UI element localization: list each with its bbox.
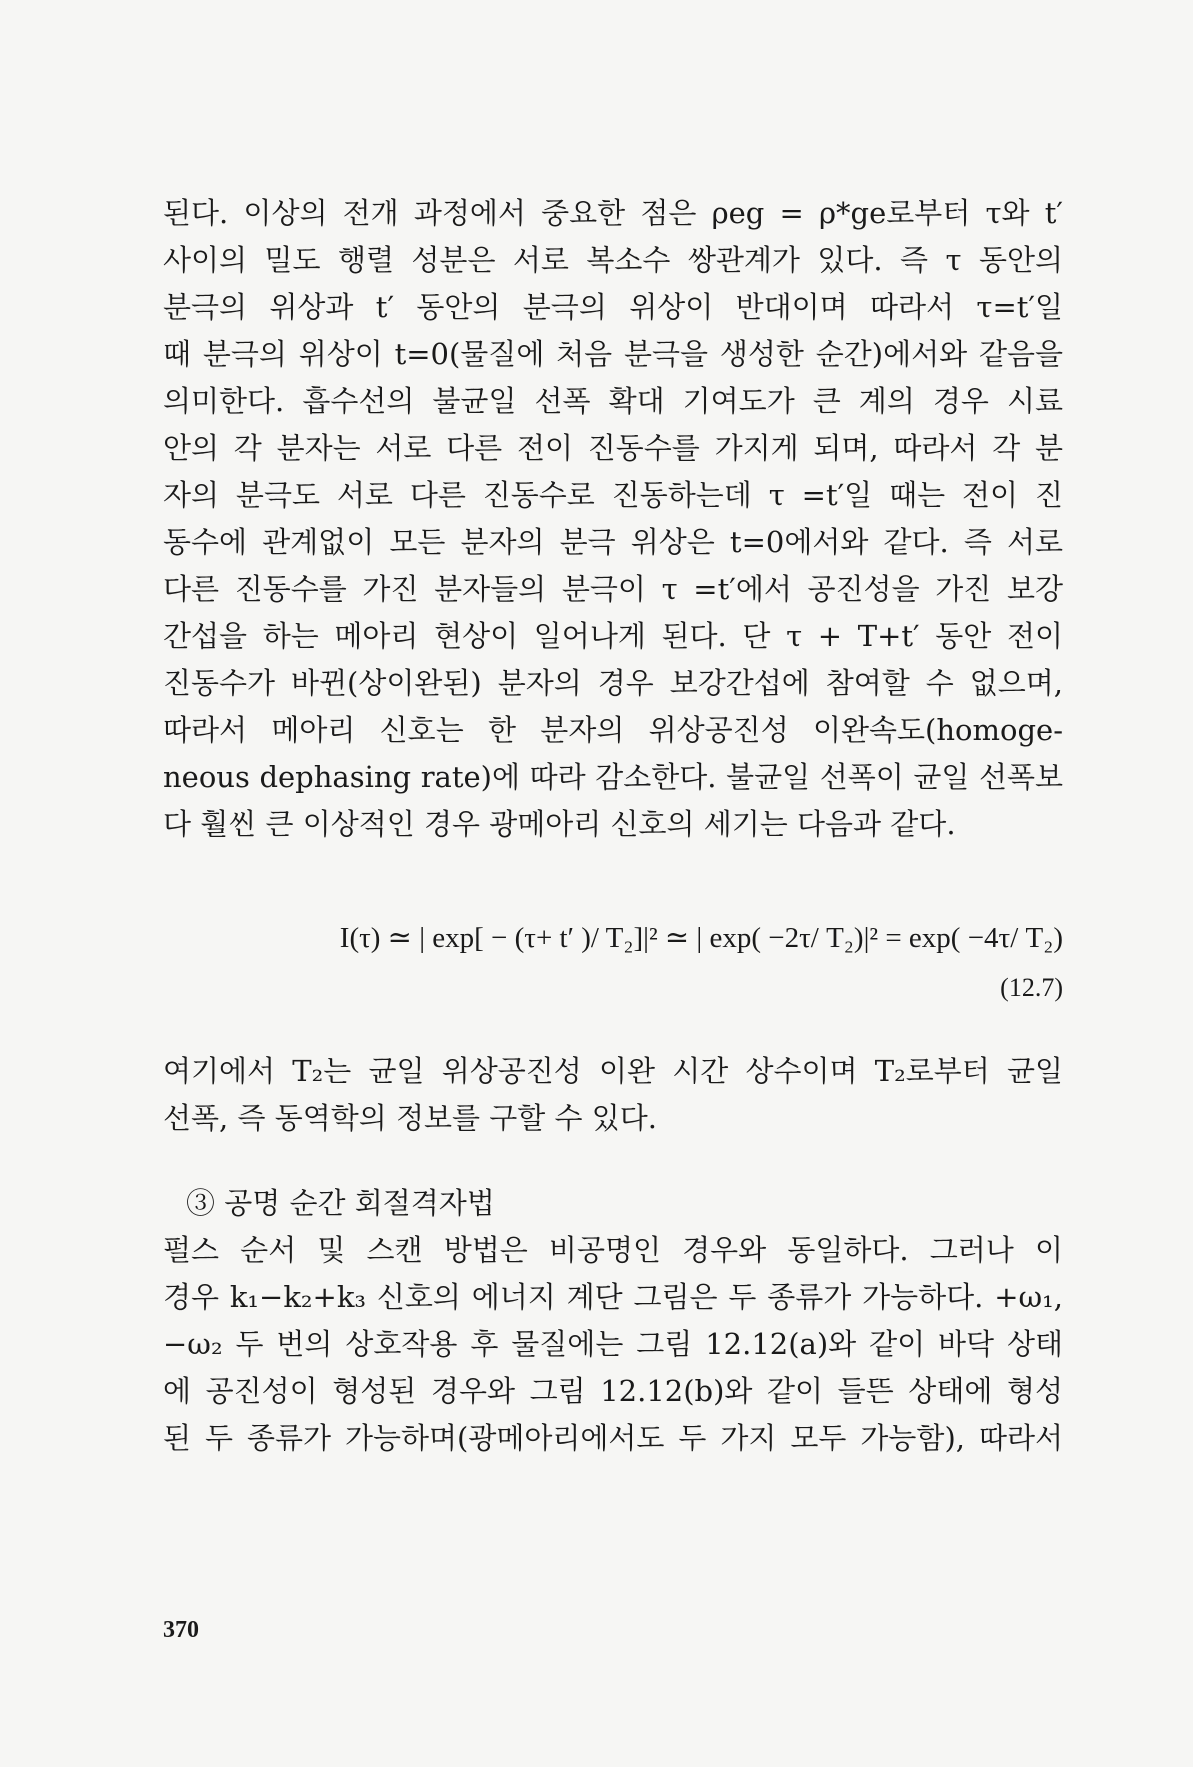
text-line: 자의 분극도 서로 다른 진동수로 진동하는데 τ =t′일 때는 전이 진 (163, 478, 1063, 512)
text-line: neous dephasing rate)에 따라 감소한다. 불균일 선폭이 균일 선폭보 (163, 760, 1063, 794)
text-line: 다 훨씬 큰 이상적인 경우 광메아리 신호의 세기는 다음과 같다. (163, 807, 956, 841)
text-line: 펄스 순서 및 스캔 방법은 비공명인 경우와 동일하다. 그러나 이 (163, 1233, 1063, 1267)
text-line: 다른 진동수를 가진 분자들의 분극이 τ =t′에서 공진성을 가진 보강 (163, 572, 1063, 606)
paragraph-t2-definition (163, 1048, 1063, 1142)
text-line: 된 두 종류가 가능하며(광메아리에서도 두 가지 모두 가능함), 따라서 (163, 1421, 1063, 1455)
text-line: 에 공진성이 형성된 경우와 그림 12.12(b)와 같이 들뜬 상태에 형성 (163, 1374, 1063, 1408)
text-line: −ω₂ 두 번의 상호작용 후 물질에는 그림 12.12(a)와 같이 바닥 상태 (163, 1327, 1063, 1361)
text-line: 의미한다. 흡수선의 불균일 선폭 확대 기여도가 큰 계의 경우 시료 (163, 384, 1063, 418)
text-line: 간섭을 하는 메아리 현상이 일어나게 된다. 단 τ + T+t′ 동안 전이 (163, 619, 1063, 653)
paragraph-resonant-grating (163, 1227, 1063, 1462)
text-line: 된다. 이상의 전개 과정에서 중요한 점은 ρeg = ρ*ge로부터 τ와 t′ (163, 196, 1063, 230)
paragraph-photon-echo (163, 190, 1063, 848)
equation-number: (12.7) (1000, 973, 1063, 1002)
text-line: 여기에서 T₂는 균일 위상공진성 이완 시간 상수이며 T₂로부터 균일 (163, 1054, 1063, 1088)
text-line: 동수에 관계없이 모든 분자의 분극 위상은 t=0에서와 같다. 즉 서로 (163, 525, 1063, 559)
section-heading: ③ 공명 순간 회절격자법 (186, 1186, 495, 1220)
text-line: 경우 k₁−k₂+k₃ 신호의 에너지 계단 그림은 두 종류가 가능하다. +ω₁, (163, 1280, 1063, 1314)
text-line: 안의 각 분자는 서로 다른 전이 진동수를 가지게 되며, 따라서 각 분 (163, 431, 1063, 465)
text-line: 분극의 위상과 t′ 동안의 분극의 위상이 반대이며 따라서 τ=t′일 (163, 290, 1063, 324)
text-line: 진동수가 바뀐(상이완된) 분자의 경우 보강간섭에 참여할 수 없으며, (163, 666, 1063, 700)
page-number: 370 (163, 1617, 199, 1643)
text-line: 때 분극의 위상이 t=0(물질에 처음 분극을 생성한 순간)에서와 같음을 (163, 337, 1063, 371)
text-line: 따라서 메아리 신호는 한 분자의 위상공진성 이완속도(homoge- (163, 713, 1063, 747)
text-line: 사이의 밀도 행렬 성분은 서로 복소수 쌍관계가 있다. 즉 τ 동안의 (163, 243, 1063, 277)
text-line: 선폭, 즉 동역학의 정보를 구할 수 있다. (163, 1101, 657, 1135)
equation: I(τ) ≃ | exp[ − (τ+ t′ )/ T₂]|² ≃ | exp( −2τ/ T₂)|² = exp( −4τ/ T₂) (339, 922, 1063, 954)
